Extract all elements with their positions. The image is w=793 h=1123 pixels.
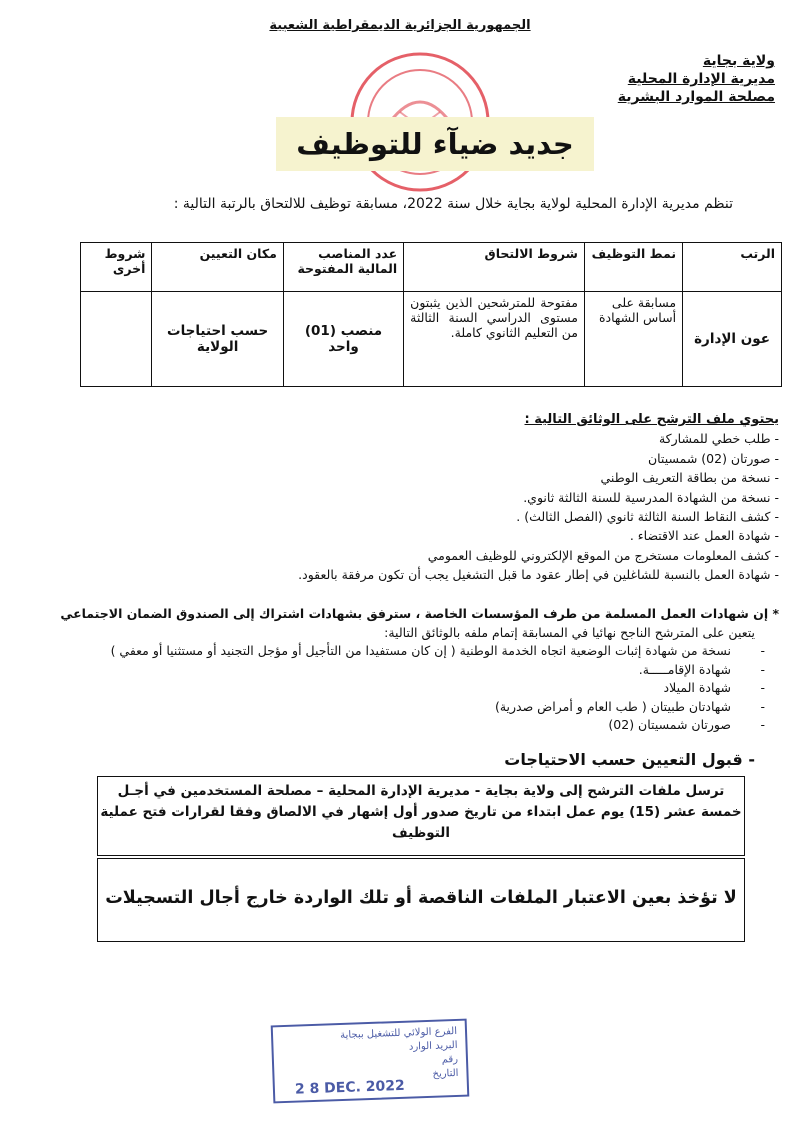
list-item: - نسخة من بطاقة التعريف الوطني (600, 470, 779, 486)
col-header-conditions: شروط الالتحاق (404, 243, 585, 292)
list-item: - نسخة من الشهادة المدرسية للسنة الثالثة ثانوي. (523, 489, 779, 505)
documents-heading: يحتوي ملف الترشح على الوثائق التالية : (524, 412, 779, 427)
documents-section (79, 410, 779, 585)
cell-other (81, 292, 152, 387)
list-item: - شهادتان طبيتان ( طب العام و أمراض صدرية) (494, 698, 765, 714)
submission-box: ترسل ملفات الترشح إلى ولاية بجاية - مديرية الإدارة المحلية – مصلحة المستخدمين في أجـل خمسة عشر (15) يوم عمل ابتداء من تاريخ صدور أول إشهار في الالصاق وفقا لقرارات فتح عملية التوظيف (97, 776, 745, 856)
note-section (19, 605, 779, 735)
received-stamp (271, 1019, 470, 1104)
issuer-directorate: مديرية الإدارة المحلية (627, 71, 775, 87)
col-header-other: شروط أخرى (81, 243, 152, 292)
note-bold: * إن شهادات العمل المسلمة من طرف المؤسسات الخاصة ، سترفق بشهادات اشتراك إلى الصندوق الضمان الاجتماعي (60, 606, 779, 621)
list-item: - طلب خطي للمشاركة (658, 431, 779, 447)
stamp-line: البريد الوارد (408, 1039, 458, 1053)
cell-mode: مسابقة على أساس الشهادة (584, 292, 682, 387)
cell-conditions: مفتوحة للمترشحين الذين يثبتون مستوى الدراسي السنة الثالثة من التعليم الثانوي كاملة. (404, 292, 585, 387)
issuer-block (618, 52, 775, 106)
republic-title: الجمهورية الجزائرية الديمقراطية الشعبية (269, 18, 531, 33)
col-header-posts: عدد المناصب المالية المفتوحة (283, 243, 403, 292)
list-item: - شهادة العمل عند الاقتضاء . (629, 528, 779, 544)
overlay-banner: جديد ضيآء للتوظيف (276, 117, 594, 171)
note-sub: يتعين على المترشح الناجح نهائيا في المسابقة إتمام ملفه بالوثائق التالية: (384, 624, 755, 640)
warning-box: لا تؤخذ بعين الاعتبار الملفات الناقصة أو تلك الواردة خارج أجال التسجيلات (97, 858, 745, 942)
stamp-line: رقم (441, 1053, 459, 1066)
list-item: - كشف النقاط السنة الثالثة ثانوي (الفصل الثالث) . (516, 509, 779, 525)
list-item: - شهادة العمل بالنسبة للشاغلين في إطار عقود ما قبل التشغيل يجب أن تكون مرفقة بالعقود. (298, 567, 779, 583)
stamp-date: 2 8 DEC. 2022 (294, 1077, 406, 1098)
col-header-place: مكان التعيين (152, 243, 283, 292)
issuer-service: مصلحة الموارد البشرية (617, 89, 775, 105)
cell-rank: عون الإدارة (683, 292, 782, 387)
issuer-wilaya: ولاية بجاية (702, 53, 775, 69)
col-header-mode: نمط التوظيف (584, 243, 682, 292)
stamp-line: التاريخ (432, 1067, 459, 1080)
list-item: - شهادة الميلاد (663, 680, 765, 695)
final-documents-list (19, 642, 779, 735)
cell-place: حسب احتياجات الولاية (152, 292, 283, 387)
acceptance-line: - قبول التعيين حسب الاحتياجات (504, 750, 755, 769)
table-header-row (81, 243, 782, 292)
cell-posts: منصب (01) واحد (283, 292, 403, 387)
list-item: - شهادة الإقامـــــة. (638, 661, 765, 677)
table-row (81, 292, 782, 387)
list-item: - صورتان (02) شمسيتان (647, 450, 779, 466)
intro-paragraph: تنظم مديرية الإدارة المحلية لولاية بجاية خلال سنة 2022، مسابقة توظيف للالتحاق بالرتبة التالية : (173, 196, 733, 212)
list-item: - كشف المعلومات مستخرج من الموقع الإلكتروني للوظيف العمومي (427, 547, 779, 563)
list-item: - نسخة من شهادة إثبات الوضعية اتجاه الخدمة الوطنية ( إن كان مستفيدا من التأجيل أو مؤجل التجنيد أو مستثنيا أو معفي ) (110, 643, 765, 658)
positions-table (80, 242, 782, 387)
list-item: - صورتان شمسيتان (02) (608, 717, 765, 732)
stamp-line: الفرع الولائي للتشغيل ببجاية (340, 1025, 458, 1042)
col-header-rank: الرتب (683, 243, 782, 292)
